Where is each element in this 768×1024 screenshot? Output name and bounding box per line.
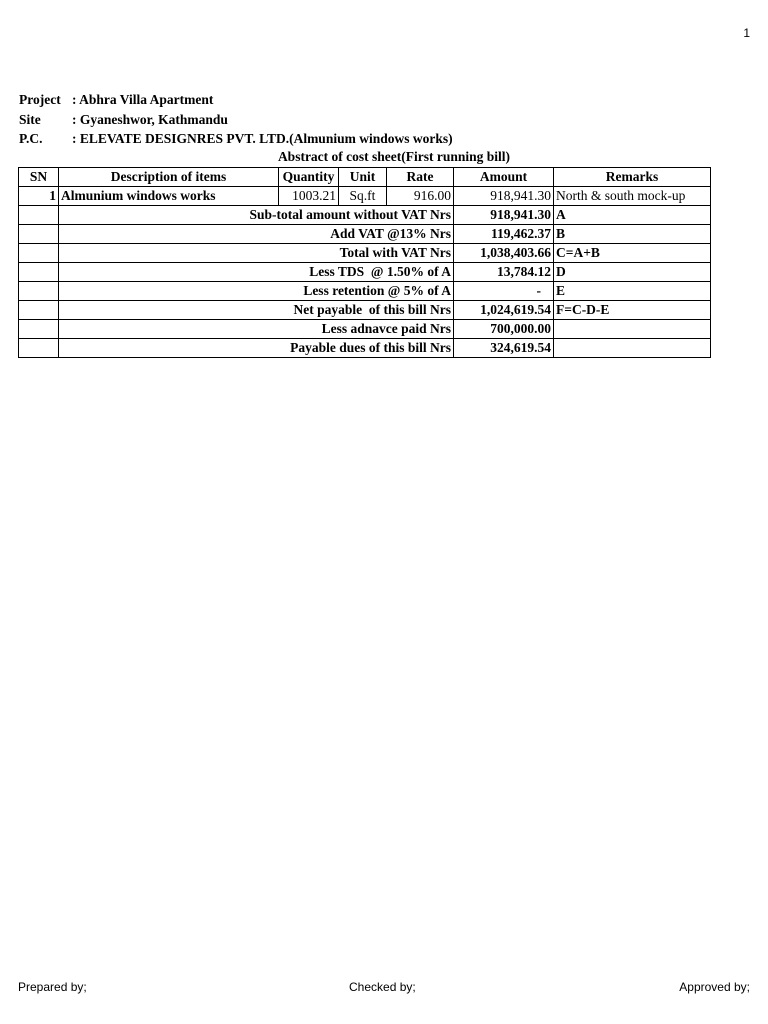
summary-remark: C=A+B <box>554 244 711 263</box>
pc-line <box>19 129 453 149</box>
item-unit: Sq.ft <box>339 187 387 206</box>
item-remarks: North & south mock-up <box>554 187 711 206</box>
summary-sn-cell <box>19 244 59 263</box>
table-header-row <box>19 168 711 187</box>
project-label: Project <box>19 92 61 107</box>
summary-row <box>19 301 711 320</box>
summary-remark <box>554 320 711 339</box>
summary-remark: D <box>554 263 711 282</box>
item-sn: 1 <box>19 187 59 206</box>
item-amount: 918,941.30 <box>454 187 554 206</box>
summary-sn-cell <box>19 320 59 339</box>
table-row <box>19 187 711 206</box>
header-unit: Unit <box>339 168 387 187</box>
checked-by-label: Checked by; <box>349 980 416 994</box>
summary-amount: 1,024,619.54 <box>454 301 554 320</box>
summary-sn-cell <box>19 206 59 225</box>
summary-amount: 119,462.37 <box>454 225 554 244</box>
summary-sn-cell <box>19 301 59 320</box>
header-quantity: Quantity <box>279 168 339 187</box>
summary-amount: 324,619.54 <box>454 339 554 358</box>
summary-sn-cell <box>19 263 59 282</box>
summary-amount: 700,000.00 <box>454 320 554 339</box>
project-value: : Abhra Villa Apartment <box>72 92 214 107</box>
summary-remark: B <box>554 225 711 244</box>
prepared-by-label: Prepared by; <box>18 980 87 994</box>
summary-row <box>19 206 711 225</box>
summary-row <box>19 244 711 263</box>
summary-row <box>19 339 711 358</box>
summary-remark <box>554 339 711 358</box>
pc-value: : ELEVATE DESIGNRES PVT. LTD.(Almunium windows works) <box>72 131 453 146</box>
summary-label: Sub-total amount without VAT Nrs <box>59 206 454 225</box>
site-label: Site <box>19 111 41 127</box>
summary-row <box>19 263 711 282</box>
summary-row <box>19 282 711 301</box>
summary-sn-cell <box>19 225 59 244</box>
header-amount: Amount <box>454 168 554 187</box>
summary-label: Less adnavce paid Nrs <box>59 320 454 339</box>
header-sn: SN <box>19 168 59 187</box>
summary-label: Net payable of this bill Nrs <box>59 301 454 320</box>
summary-sn-cell <box>19 339 59 358</box>
summary-label: Total with VAT Nrs <box>59 244 454 263</box>
summary-amount: 1,038,403.66 <box>454 244 554 263</box>
approved-by-label: Approved by; <box>679 980 750 994</box>
summary-remark: A <box>554 206 711 225</box>
summary-remark: F=C-D-E <box>554 301 711 320</box>
summary-label: Add VAT @13% Nrs <box>59 225 454 244</box>
summary-amount: 13,784.12 <box>454 263 554 282</box>
site-value: : Gyaneshwor, Kathmandu <box>72 111 228 127</box>
summary-remark: E <box>554 282 711 301</box>
summary-row <box>19 225 711 244</box>
signature-footer <box>18 980 750 996</box>
summary-amount: - <box>454 282 554 301</box>
item-quantity: 1003.21 <box>279 187 339 206</box>
site-line <box>19 110 453 130</box>
summary-row <box>19 320 711 339</box>
summary-label: Less retention @ 5% of A <box>59 282 454 301</box>
page-number: 1 <box>743 26 750 40</box>
summary-label: Payable dues of this bill Nrs <box>59 339 454 358</box>
project-header <box>19 90 453 149</box>
project-line <box>19 90 453 110</box>
summary-label: Less TDS @ 1.50% of A <box>59 263 454 282</box>
pc-label: P.C. <box>19 131 43 146</box>
item-description: Almunium windows works <box>59 187 279 206</box>
header-rate: Rate <box>387 168 454 187</box>
header-remarks: Remarks <box>554 168 711 187</box>
item-rate: 916.00 <box>387 187 454 206</box>
summary-sn-cell <box>19 282 59 301</box>
header-description: Description of items <box>59 168 279 187</box>
summary-amount: 918,941.30 <box>454 206 554 225</box>
sheet-title: Abstract of cost sheet(First running bill) <box>277 149 511 164</box>
cost-abstract-table <box>18 167 711 358</box>
